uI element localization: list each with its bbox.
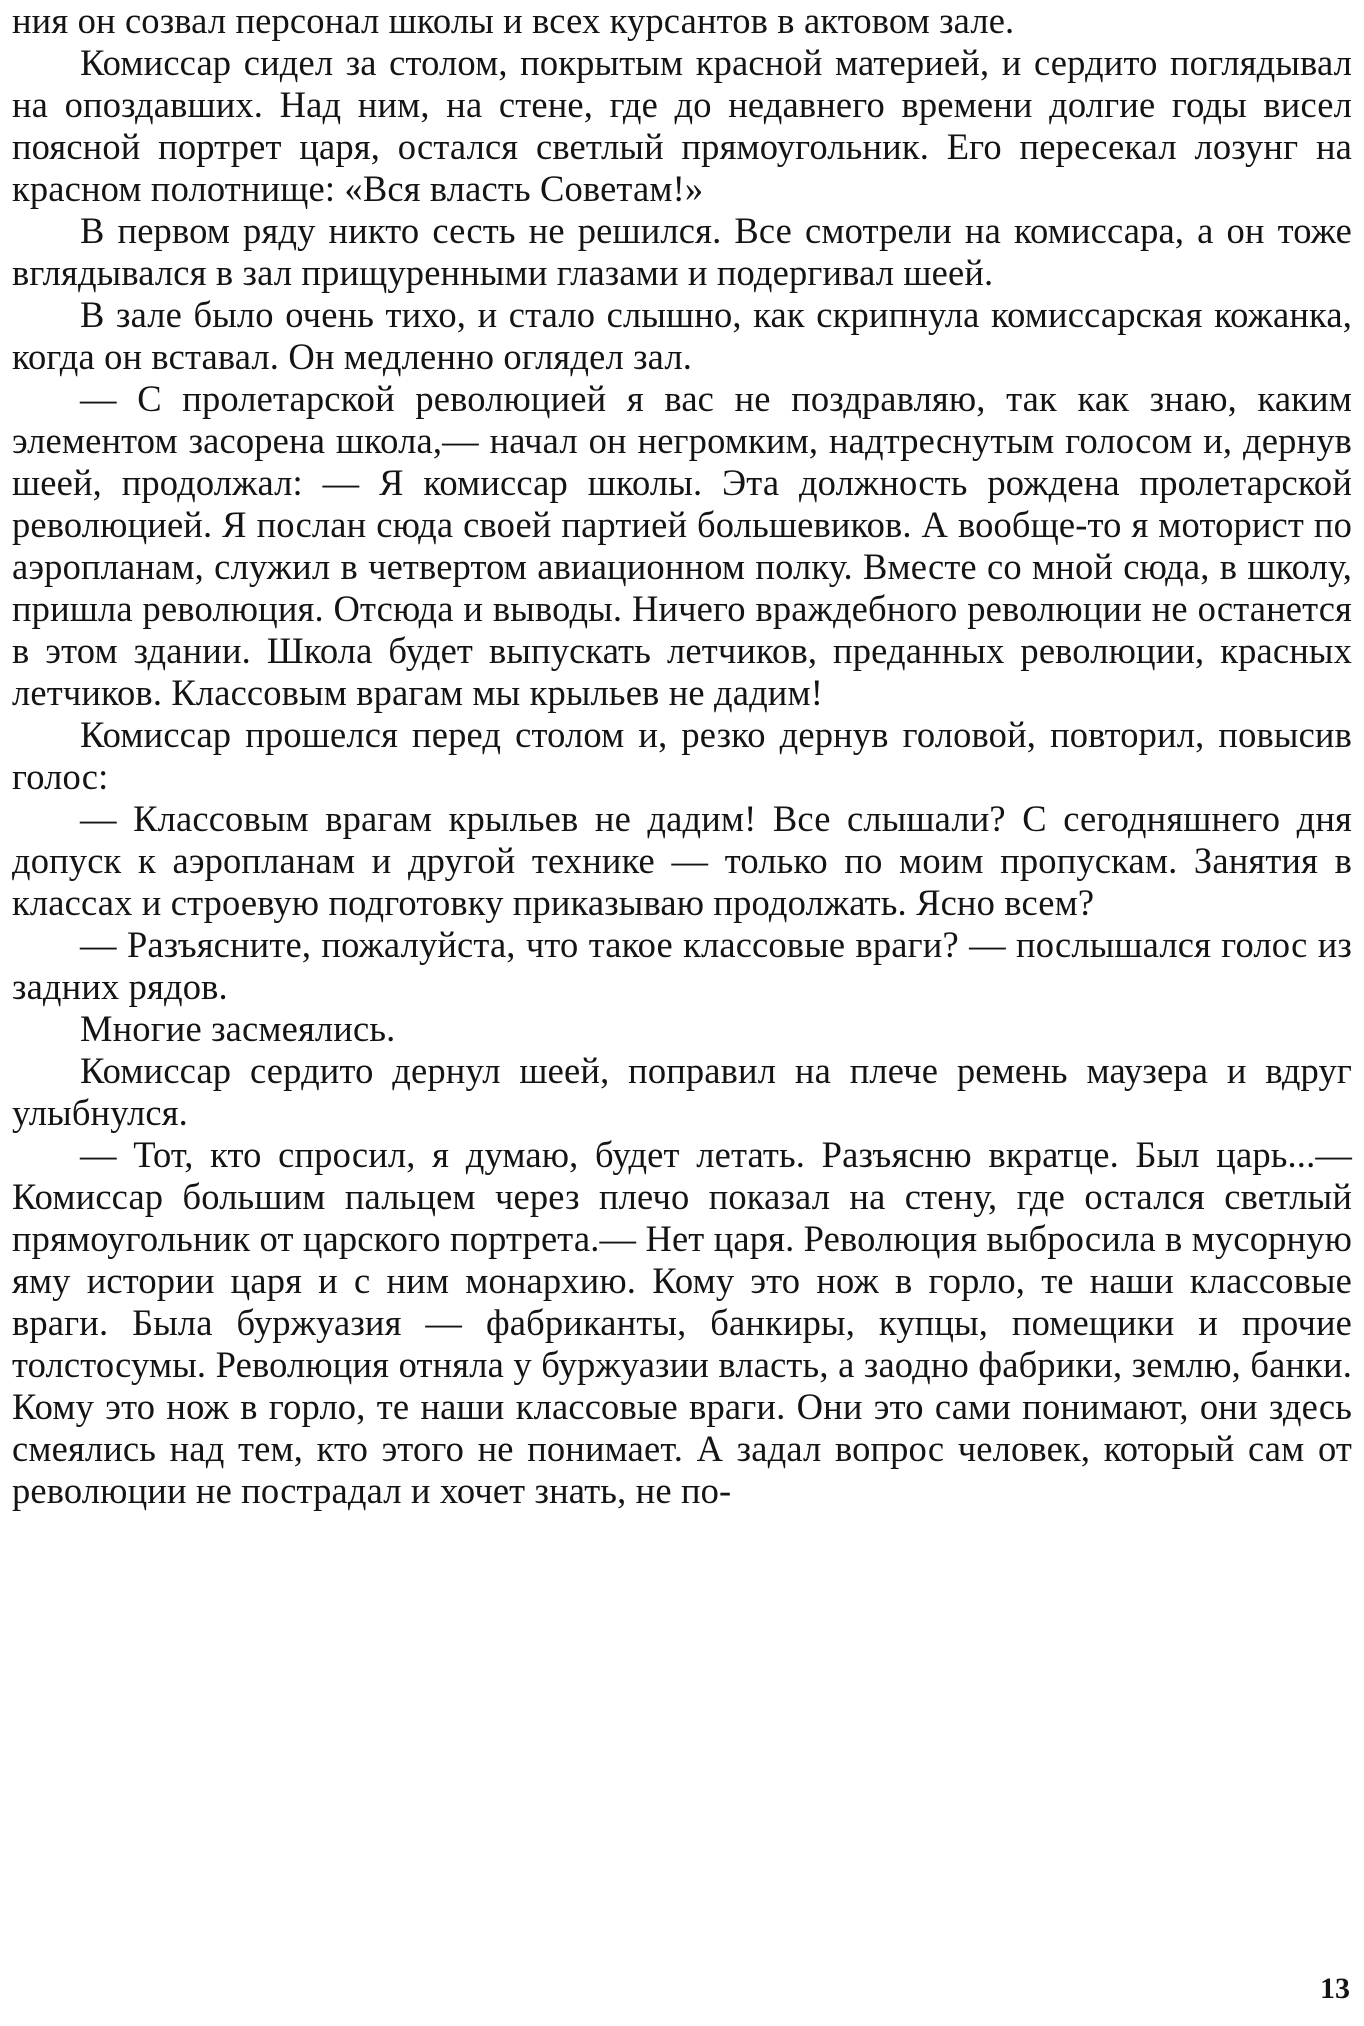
paragraph-question: — Разъясните, пожалуйста, что такое классовые враги? — послышался голос из задних рядов. bbox=[12, 924, 1352, 1007]
paragraph-continuation: ния он созвал персонал школы и всех курсантов в актовом зале. bbox=[12, 0, 1015, 41]
paragraph-laughter: Многие засмеялись. bbox=[80, 1008, 396, 1049]
paragraph-first-row: В первом ряду никто сесть не решился. Все смотрели на комиссара, а он тоже вглядывался в зал прищуренными глазами и подергивал шеей. bbox=[12, 210, 1352, 293]
page-number: 13 bbox=[1320, 1972, 1350, 2005]
paragraph-commissar-smiles: Комиссар сердито дернул шеей, поправил на плече ремень маузера и вдруг улыбнулся. bbox=[12, 1050, 1352, 1133]
paragraph-quiet-hall: В зале было очень тихо, и стало слышно, как скрипнула комиссарская кожанка, когда он вставал. Он медленно оглядел зал. bbox=[12, 294, 1352, 377]
paragraph-explanation: — Тот, кто спросил, я думаю, будет летать. Разъясню вкратце. Был царь...— Комиссар большим пальцем через плечо показал на стену, где остался светлый прямоугольник от царского портрета.— Нет царя. Революция выбросила в мусорную яму истории царя и с ним монархию. Кому это нож в горло, те наши классовые враги. Была буржуазия — фабриканты, банкиры, купцы, помещики и прочие толстосумы. Революция отняла у буржуазии власть, а заодно фабрики, землю, банки. Кому это нож в горло, те наши классовые враги. Они это сами понимают, они здесь смеялись над тем, кто этого не понимает. А задал вопрос человек, который сам от революции не пострадал и хочет знать, не по- bbox=[12, 1134, 1352, 1511]
paragraph-commissar-speech: — С пролетарской революцией я вас не поздравляю, так как знаю, каким элементом засорена школа,— начал он негромким, надтреснутым голосом и, дернув шеей, продолжал: — Я комиссар школы. Эта должность рождена пролетарской революцией. Я послан сюда своей партией большевиков. А вообще-то я моторист по аэропланам, служил в четвертом авиационном полку. Вместе со мной сюда, в школу, пришла революция. Отсюда и выводы. Ничего враждебного революции не останется в этом здании. Школа будет выпускать летчиков, преданных революции, красных летчиков. Классовым врагам мы крыльев не дадим! bbox=[12, 378, 1352, 713]
paragraph-commissar-walks: Комиссар прошелся перед столом и, резко дернув головой, повторил, повысив голос: bbox=[12, 714, 1352, 797]
body-text bbox=[12, 0, 1352, 1512]
paragraph-commissar-at-table: Комиссар сидел за столом, покрытым красной материей, и сердито поглядывал на опоздавших. Над ним, на стене, где до недавнего времени долгие годы висел поясной портрет царя, остался светлый прямоугольник. Его пересекал лозунг на красном полотнище: «Вся власть Советам!» bbox=[12, 42, 1352, 209]
paragraph-no-wings: — Классовым врагам крыльев не дадим! Все слышали? С сегодняшнего дня допуск к аэропланам и другой технике — только по моим пропускам. Занятия в классах и строевую подготовку приказываю продолжать. Ясно всем? bbox=[12, 798, 1352, 923]
